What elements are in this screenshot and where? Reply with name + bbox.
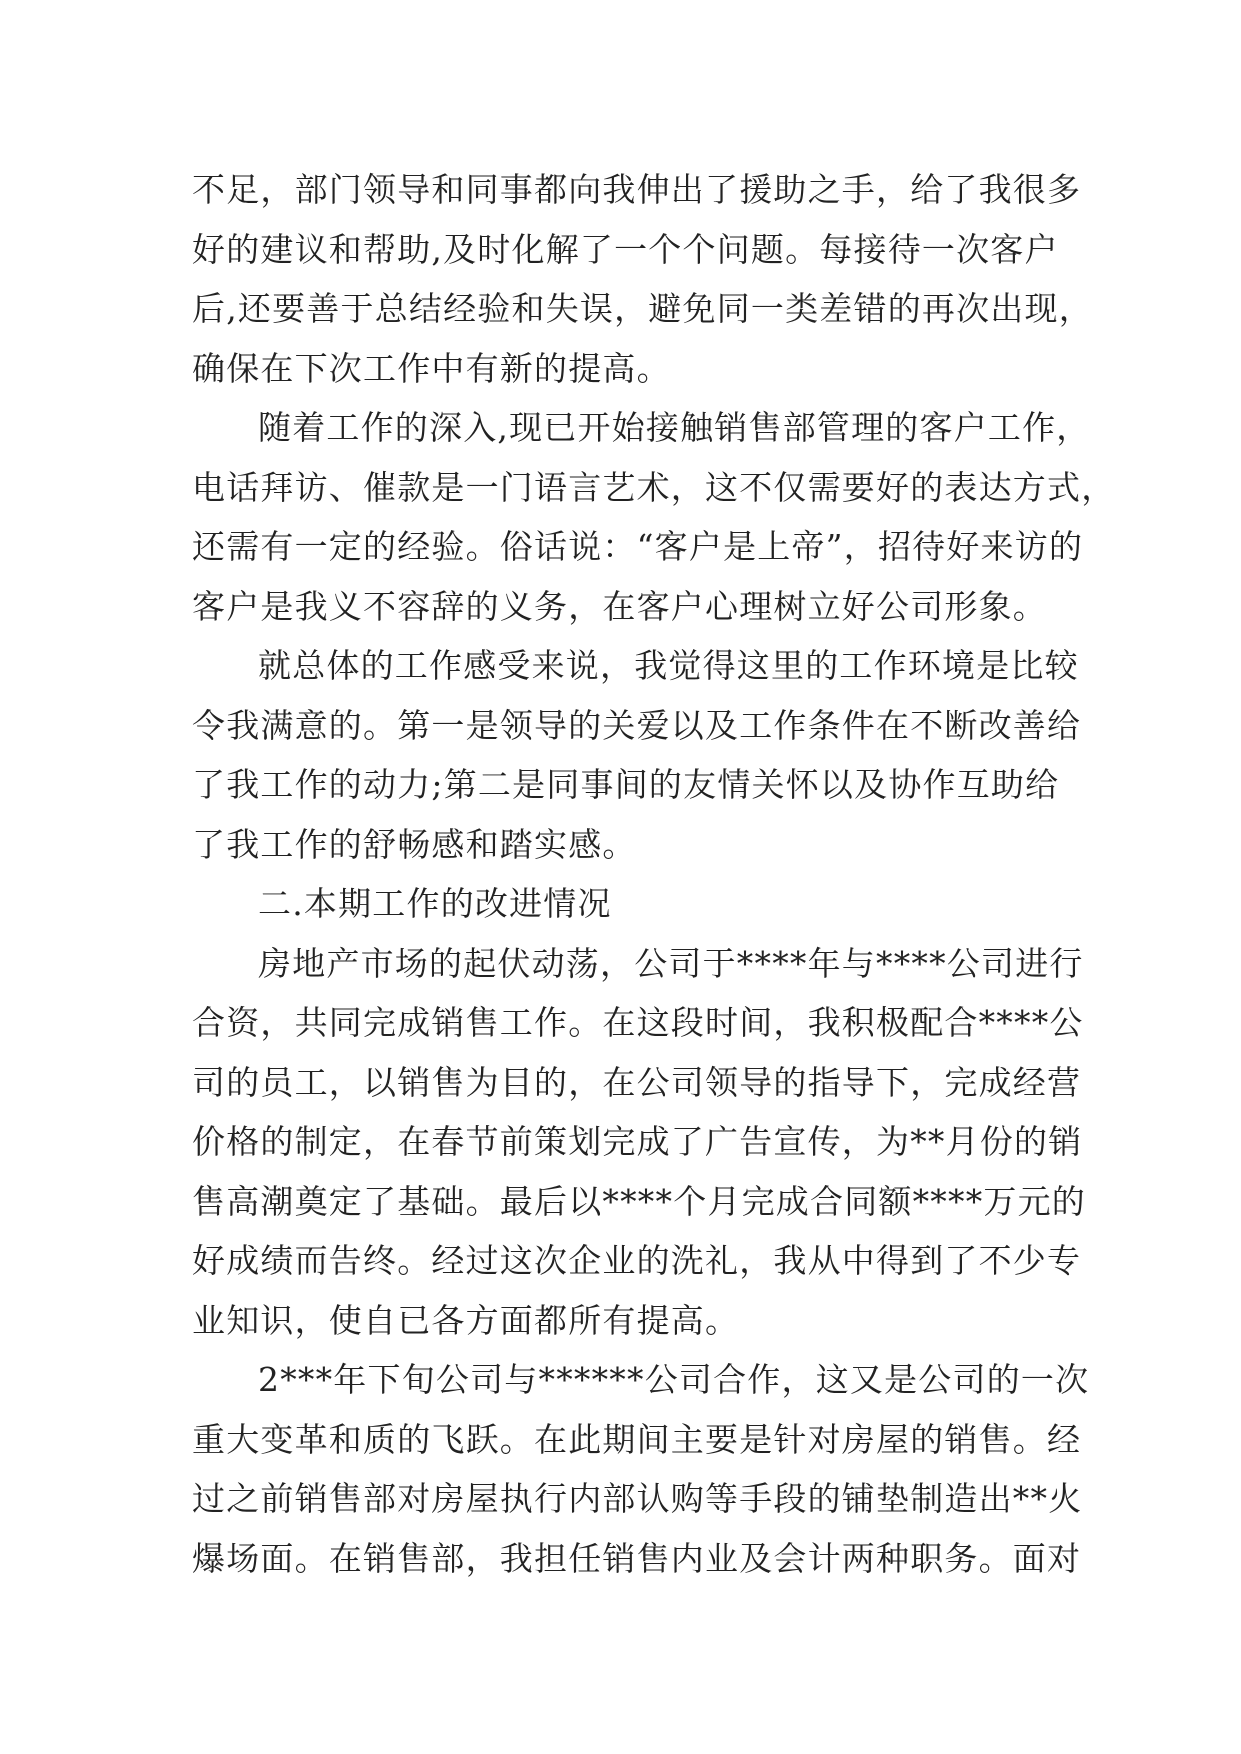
paragraph-first-line: 2***年下旬公司与******公司合作，这又是公司的一次: [258, 1360, 1090, 1399]
paragraph-first-line: 房地产市场的起伏动荡，公司于****年与****公司进行: [258, 943, 1084, 983]
text-line: 重大变革和质的飞跃。在此期间主要是针对房屋的销售。经: [192, 1419, 1082, 1459]
text-line: 令我满意的。第一是领导的关爱以及工作条件在不断改善给: [192, 705, 1082, 745]
text-line: 不足，部门领导和同事都向我伸出了援助之手，给了我很多: [192, 170, 1082, 209]
text-line: 电话拜访、催款是一门语言艺术，这不仅需要好的表达方式，: [192, 467, 1116, 507]
document-body: [192, 160, 1116, 1588]
text-line: 还需有一定的经验。俗话说：“客户是上帝”，招待好来访的: [192, 527, 1084, 566]
text-line: 过之前销售部对房屋执行内部认购等手段的铺垫制造出**火: [192, 1479, 1083, 1518]
text-line: 后,还要善于总结经验和失误，避免同一类差错的再次出现，: [192, 289, 1093, 328]
paragraph-first-line: 就总体的工作感受来说，我觉得这里的工作环境是比较: [258, 646, 1079, 685]
text-line: 客户是我义不容辞的义务，在客户心理树立好公司形象。: [192, 586, 1047, 626]
text-line: 了我工作的动力;第二是同事间的友情关怀以及协作互助给: [192, 765, 1060, 804]
text-line: 爆场面。在销售部，我担任销售内业及会计两种职务。面对: [192, 1538, 1082, 1578]
text-line: 售高潮奠定了基础。最后以****个月完成合同额****万元的: [192, 1181, 1086, 1221]
section-heading: 二.本期工作的改进情况: [258, 884, 612, 923]
text-line: 业知识，使自已各方面都所有提高。: [192, 1300, 740, 1340]
text-line: 好成绩而告终。经过这次企业的洗礼，我从中得到了不少专: [192, 1241, 1082, 1280]
paragraph-first-line: 随着工作的深入,现已开始接触销售部管理的客户工作，: [258, 408, 1091, 447]
text-line: 确保在下次工作中有新的提高。: [192, 348, 671, 388]
text-line: 司的员工，以销售为目的，在公司领导的指导下，完成经营: [192, 1062, 1082, 1102]
text-line: 了我工作的舒畅感和踏实感。: [192, 824, 637, 864]
text-line: 合资，共同完成销售工作。在这段时间，我积极配合****公: [192, 1003, 1084, 1042]
text-line: 好的建议和帮助,及时化解了一个个问题。每接待一次客户: [192, 229, 1059, 269]
text-line: 价格的制定，在春节前策划完成了广告宣传，为**月份的销: [192, 1122, 1083, 1161]
